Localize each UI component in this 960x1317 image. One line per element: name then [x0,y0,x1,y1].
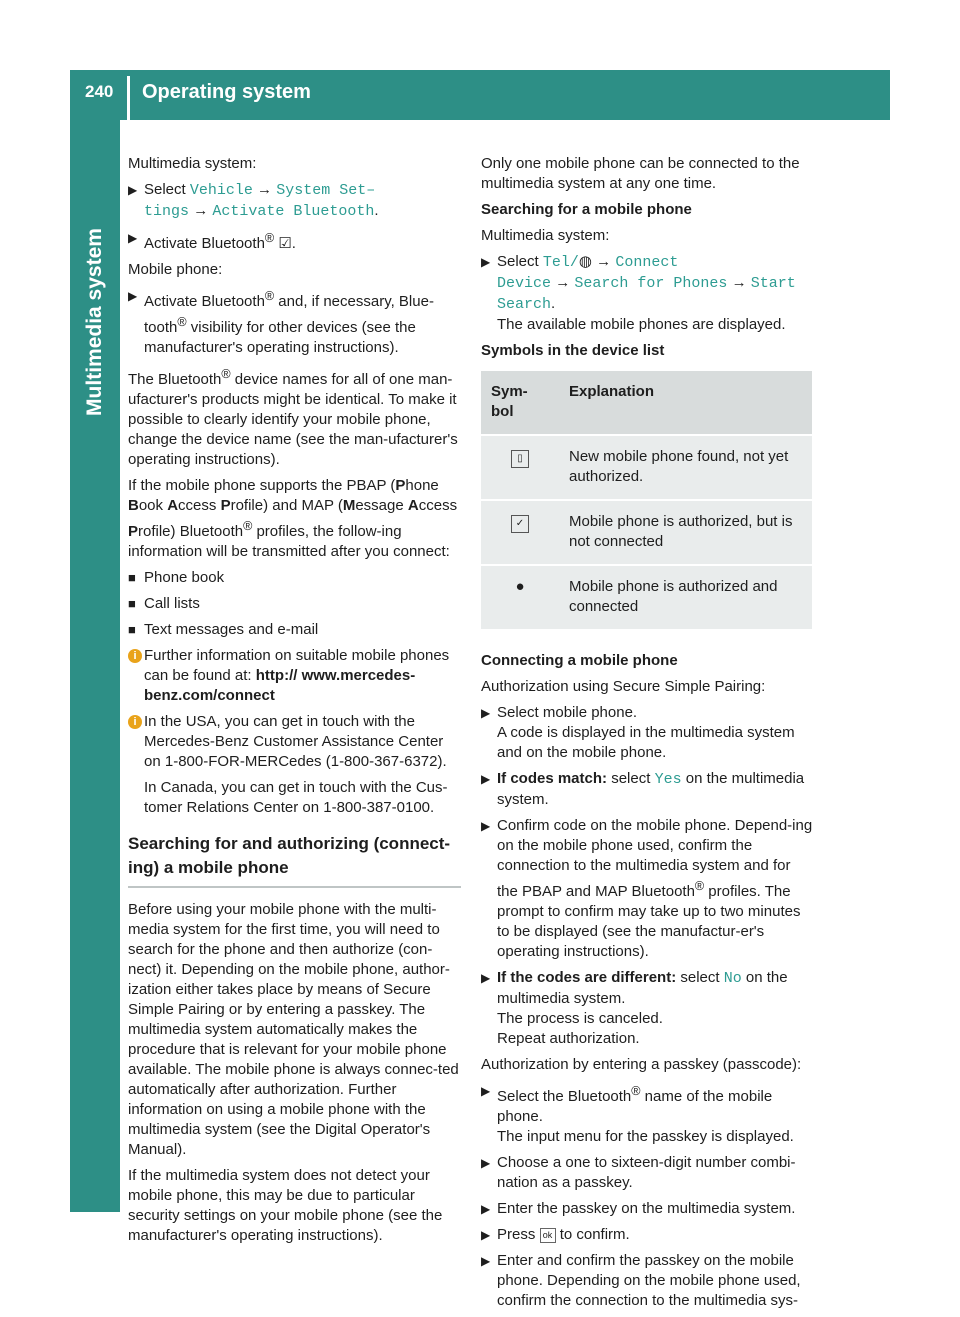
step-confirm-passkey: ▶ Enter and confirm the passkey on the mobile phone. Depending on the mobile phone used, confirm the connection to the multimedia sys- [481,1252,801,1309]
arrow-marker-icon: ▶ [481,1156,491,1170]
paragraph-mobile: Mobile phone: [128,261,223,278]
table-row [481,565,812,629]
paragraph-multimedia: Multimedia system: [128,155,257,172]
paragraph-before-using: Before using your mobile phone with the multi-media system for the first time, you will need to search for the phone and then authorize (con-nect) it. Depending on the mobile phone, author-ization either takes place by means of Secure Simple Pairing or by entering a passkey. The multimedia system automatically makes the procedure that is relevant for your mobile phone available. The mobile phone is always connec-ted automatically after authorization. Further information on using a mobile phone with the multimedia system (see the Digital Operator's Manual). [128,901,459,1158]
arrow-marker-icon: ▶ [481,1228,491,1242]
step-choose-passkey: ▶ Choose a one to sixteen-digit number combi-nation as a passkey. [481,1154,796,1191]
paragraph-multimedia-2: Multimedia system: [481,227,610,244]
table-header-explanation: Explanation [559,371,812,435]
phone-authorized-icon: ✓ [511,515,529,533]
table-cell: Mobile phone is authorized, but is not connected [559,500,812,565]
step-confirm-code: ▶ Confirm code on the mobile phone. Depend-ing on the mobile phone used, confirm the connection to the multimedia system and for the PBAP and MAP Bluetooth® profiles. The prompt to confirm may take up to two minutes to be displayed (see the manufactur-er's operating instructions). [481,817,813,960]
step-select-vehicle: ▶ Select Vehicle → System Set– tings → Activate Bluetooth. [128,181,379,220]
step-codes-match: ▶ If codes match: select Yes on the multimedia system. [481,770,805,808]
arrow-marker-icon: ▶ [481,772,491,786]
info-note-phones: i Further information on suitable mobile phones can be found at: http:// www.mercedes-benz.com/connect [128,646,461,706]
page-title: Operating system [142,81,311,103]
page-header [70,70,890,120]
left-column [128,154,461,1252]
step-enter-passkey: ▶ Enter the passkey on the multimedia system. [481,1200,796,1217]
bullet-marker-icon: ■ [128,596,136,611]
paragraph-device-names: The Bluetooth® device names for all of one man-ufacturer's products might be identical. To make it possible to clearly identify your mobile phone, change the device name (see the man-ufacturer's operating instructions). [128,367,458,468]
arrow-marker-icon: ▶ [481,706,491,720]
arrow-marker-icon: ▶ [481,1202,491,1216]
heading-symbols: Symbols in the device list [481,342,665,359]
step-codes-different: ▶ If the codes are different: select No on the multimedia system. The process is canceled. Repeat authorization. [481,969,788,1047]
list-item: ■ Text messages and e-mail [128,621,319,638]
arrow-marker-icon: ▶ [481,819,491,833]
bullet-marker-icon: ■ [128,622,136,637]
info-icon: i [128,649,142,663]
heading-connecting: Connecting a mobile phone [481,652,678,669]
step-select-bluetooth-name: ▶ Select the Bluetooth® name of the mobile phone. The input menu for the passkey is displayed. [481,1081,813,1147]
step-activate-bluetooth-phone: ▶ Activate Bluetooth® and, if necessary, Blue- tooth® visibility for other devices (see the manufacturer's operating instructions). [128,286,461,358]
right-column [481,154,813,1317]
phone-connected-icon: ● [515,578,525,595]
page-number: 240 [85,82,114,101]
step-select-phone: ▶ Select mobile phone. A code is displayed in the multimedia system and on the mobile phone. [481,704,795,761]
header-divider [127,76,130,120]
section-heading: Searching for and authorizing (connect-ing) a mobile phone [128,832,461,888]
paragraph-ssp: Authorization using Secure Simple Pairing: [481,678,766,695]
arrow-marker-icon: ▶ [481,971,491,985]
arrow-marker-icon: ▶ [128,289,138,303]
step-activate-bluetooth: ▶ Activate Bluetooth® ☑. [128,228,461,254]
table-header-row [481,371,812,435]
ok-button-icon: ok [540,1228,556,1243]
info-icon: i [128,715,142,729]
globe-icon: ◍ [578,253,592,270]
list-item: ■ Phone book [128,569,225,586]
arrow-marker-icon: ▶ [128,183,138,197]
paragraph-only-one: Only one mobile phone can be connected to the multimedia system at any one time. [481,155,800,192]
arrow-marker-icon: ▶ [481,255,491,269]
paragraph-not-detect: If the multimedia system does not detect your mobile phone, this may be due to particular security settings on your mobile phone (see the manufacturer's operating instructions). [128,1167,443,1244]
paragraph-pbap: If the mobile phone supports the PBAP (Phone Book Access Profile) and MAP (Message Access Profile) Bluetooth® profiles, the follow-ing information will be transmitted after you connect: [128,477,458,560]
arrow-marker-icon: ▶ [128,231,138,245]
bullet-marker-icon: ■ [128,570,136,585]
step-select-tel: ▶ Select Tel/◍ → Connect Device → Search for Phones → Start Search. The available mobile phones are displayed. [481,253,796,333]
step-press-ok: ▶ Press ok to confirm. [481,1226,630,1243]
table-cell: New mobile phone found, not yet authorized. [559,435,812,500]
table-cell: Mobile phone is authorized and connected [559,565,812,629]
paragraph-passkey: Authorization by entering a passkey (passcode): [481,1056,802,1073]
symbols-table [481,371,812,629]
list-item: ■ Call lists [128,595,200,612]
website-link[interactable]: http:// www.mercedes-benz.com/connect [144,667,416,704]
heading-searching: Searching for a mobile phone [481,201,692,218]
arrow-marker-icon: ▶ [481,1084,491,1098]
table-row [481,500,812,565]
info-note-contact: i In the USA, you can get in touch with the Mercedes-Benz Customer Assistance Center on 1-800-FOR-MERCedes (1-800-367-6372). In Canada, you can get in touch with the Cus-tomer Relations Center on 1-800-387-0100. [128,712,461,818]
phone-found-icon: ▯ [511,450,529,468]
arrow-marker-icon: ▶ [481,1254,491,1268]
side-tab [70,120,120,1212]
checkbox-icon: ☑ [278,235,292,252]
table-header-symbol: Sym- bol [481,371,559,435]
side-tab-label: Multimedia system [83,228,106,416]
table-row [481,435,812,500]
